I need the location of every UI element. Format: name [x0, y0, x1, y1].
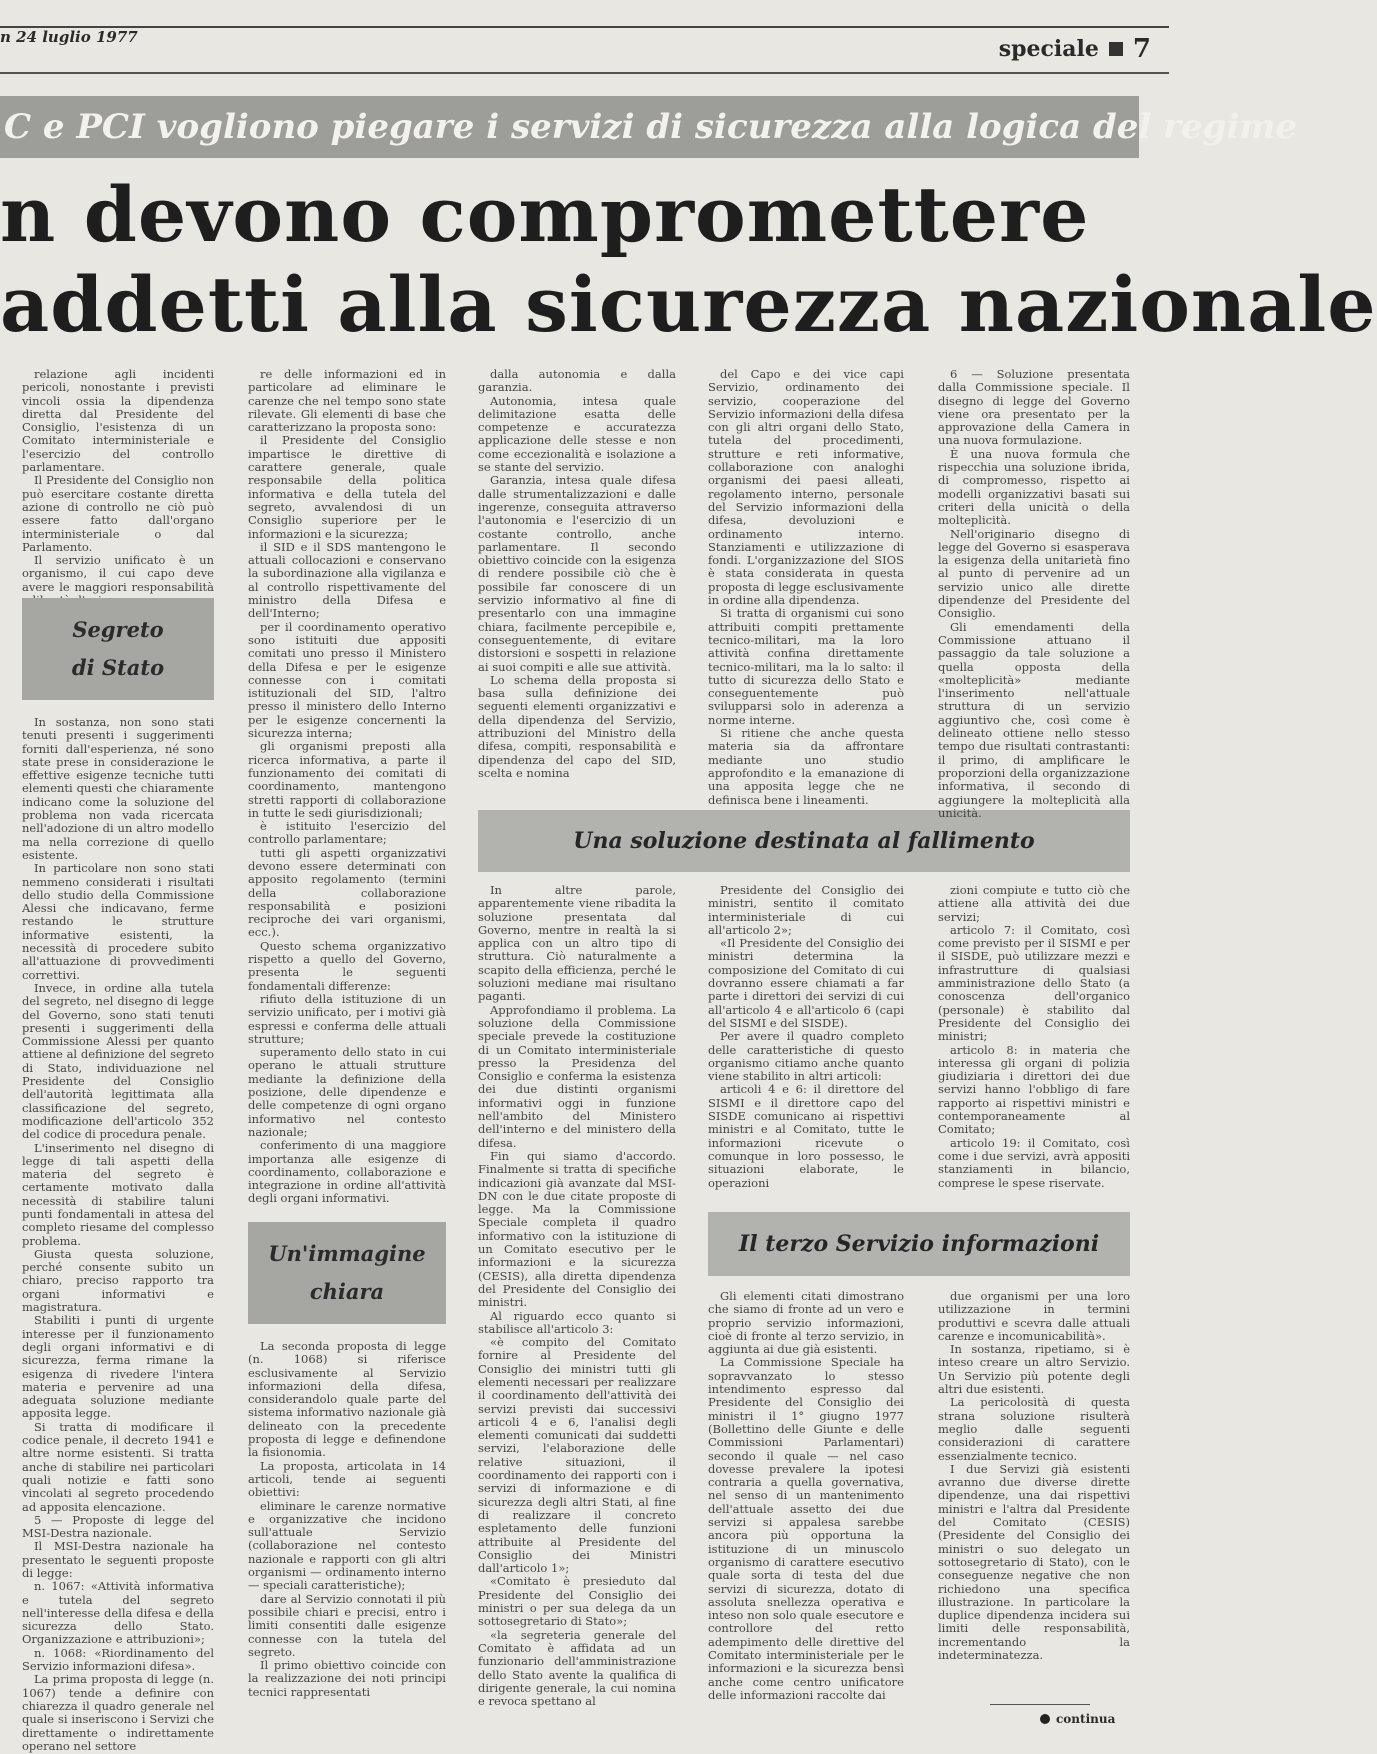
column-5-top: [938, 367, 1130, 820]
paragraph: Lo schema della proposta si basa sulla definizione dei seguenti elementi organizzativi e della dipendenza del Servizio, attribuzioni del Ministro della difesa, compiti, responsabilità e dipendenza del capo del SID, scelta e nomina: [478, 672, 676, 780]
paragraph: articolo 7: il Comitato, così come previsto per il SISMI e per il SISDE, può utilizzare mezzi e infrastrutture di qualsiasi amministrazione dello Stato (a conoscenza dell'organico (personale) è stabilito dal Presidente del Consiglio dei ministri;: [938, 922, 1130, 1044]
paragraph: per il coordinamento operativo sono istituiti due appositi comitati uno presso il Ministero della Difesa e per le esigenze connesse con i comitati istituzionali del SID, l'altro presso il ministero dello Interno per le esigenze concernenti la sicurezza interna;: [248, 619, 446, 741]
column-4-bottom: [708, 1290, 904, 1726]
paragraph: «la segreteria generale del Comitato è affidata ad un funzionario dell'amministrazione dello Stato avente la qualifica di dirigente generale, la cui nomina e revoca spettano al: [478, 1627, 676, 1709]
box-immagine-chiara: Un'immagine chiara: [248, 1222, 446, 1324]
paragraph: L'inserimento nel disegno di legge di tali aspetti della materia del segreto è certamente motivato dalla necessità di stabilire taluni punti fondamentali in attesa del completo riesame del complesso problema.: [22, 1140, 214, 1248]
paragraph: In sostanza, ripetiamo, si è inteso creare un altro Servizio. Un Servizio più potente degli altri due esistenti.: [938, 1342, 1130, 1397]
column-2-bottom: [248, 1340, 446, 1726]
column-1-top: [22, 367, 214, 594]
column-3-bottom: [478, 884, 676, 1726]
column-5-bottom: [938, 1290, 1130, 1686]
paragraph: dare al Servizio connotati il più possibile chiari e precisi, entro i limiti consentiti dalle esigenze connesse con la tutela del segreto.: [248, 1591, 446, 1659]
paragraph: La pericolosità di questa strana soluzione risulterà meglio dalle seguenti considerazioni di carattere essenzialmente tecnico.: [938, 1395, 1130, 1463]
column-1-bottom: [22, 715, 214, 1753]
paragraph: In sostanza, non sono stati tenuti presenti i suggerimenti forniti dall'esperienza, né sono state prese in considerazione le effettive esigenze tecniche tutti elementi questi che chiaramente indicano come la soluzione del problema non vada ricercata nell'adozione di un altro modello ma nella correzione di quello esistente.: [22, 715, 214, 862]
paragraph: superamento dello stato in cui operano le attuali strutture mediante la definizione della posizione, delle dipendenze e delle competenze di ogni organo informativo nel contesto nazionale;: [248, 1045, 446, 1139]
page-number: 7: [1132, 34, 1151, 64]
column-2-top: [248, 368, 446, 1206]
paragraph: In altre parole, apparentemente viene ribadita la soluzione presentata dal Governo, mentre in realtà la si applica con un altro tipo di struttura. Ciò naturalmente a scapito della efficienza, perché le soluzioni mediane mai risultano paganti.: [478, 883, 676, 1004]
paragraph: Gli emendamenti della Commissione attuano il passaggio da tale soluzione a quella opposta della «molteplicità» mediante l'inserimento nell'attuale struttura di un servizio aggiuntivo che, così come è delineato ottiene nello stesso tempo due risultati contrastanti: il primo, di amplificare le proporzioni della organizzazione informativa, il secondo di aggiungere la molteplicità alla unicità.: [938, 619, 1130, 820]
paragraph: Il servizio unificato è un organismo, il cui capo deve avere le maggiori responsabilità: [22, 553, 214, 594]
paragraph: Fin qui siamo d'accordo. Finalmente si tratta di specifiche indicazioni già avanzate dal MSI-DN con le due citate proposte di legge. Ma la Commissione Speciale completa il quadro informativo con la istituzione di un Comitato esecutivo per le informazioni e la sicurezza (CESIS), alla diretta dipendenza del Presidente del Consiglio dei ministri.: [478, 1148, 676, 1310]
paragraph: La proposta, articolata in 14 articoli, tende ai seguenti obiettivi:: [248, 1458, 446, 1500]
paragraph: Si ritiene che anche questa materia sia da affrontare mediante uno studio approfondito e la emanazione di una apposita legge che ne definisca bene i lineamenti.: [708, 726, 904, 807]
paragraph: relazione agli incidenti pericoli, nonostante i previsti vincoli ossia la dipendenza diretta dal Presidente del Consiglio, l'esistenza di un Comitato interministeriale e l'esercizio del controllo parlamentare.: [22, 367, 214, 475]
paragraph: eliminare le carenze normative e organizzative che incidono sull'attuale Servizio (collaborazione nel contesto nazionale e rapporti con gli altri organismi — ordinamento interno — speciali caratteristiche);: [248, 1498, 446, 1593]
paragraph: Si tratta di modificare il codice penale, il decreto 1941 e altre norme esistenti. Si tratta anche di stabilire nei particolari quali notizie e fatti sono vincolati al segreto procedendo ad apposita elencazione.: [22, 1419, 214, 1514]
paragraph: 6 — Soluzione presentata dalla Commissione speciale. Il disegno di legge del Governo viene ora presentato per la approvazione della Camera in una nuova formulazione.: [938, 367, 1130, 448]
paragraph: rifiuto della istituzione di un servizio unificato, per i motivi già espressi e conferma delle attuali strutture;: [248, 991, 446, 1046]
paragraph: zioni compiute e tutto ciò che attiene alla attività dei due servizi;: [938, 883, 1130, 924]
continua-marker: [1040, 1712, 1115, 1726]
top-rule: [0, 26, 1169, 28]
column-4-top: [708, 367, 904, 807]
paragraph: La prima proposta di legge (n. 1067) tende a definire con chiarezza il quadro generale nel quale si inseriscono i Servizi che direttamente o indirettamente operano nel settore: [22, 1672, 214, 1753]
paragraph: gli organismi preposti alla ricerca informativa, a parte il funzionamento dei comitati di coordinamento, mantengono stretti rapporti di collaborazione in tutte le sedi giurisdizionali;: [248, 739, 446, 820]
end-rule: [990, 1704, 1090, 1705]
paragraph: Invece, in ordine alla tutela del segreto, nel disegno di legge del Governo, sono stati tenuti presenti i suggerimenti della Commissione Alessi per quanto attiene al definizione del segreto di Stato, individuazione nel Presidente del Consiglio dell'autorità legittimata alla classificazione del segreto, modificazione dell'articolo 352 del codice di procedura penale.: [22, 980, 214, 1142]
box-segreto-di-stato: Segreto di Stato: [22, 598, 214, 700]
paragraph: Questo schema organizzativo rispetto a quello del Governo, presenta le seguenti fondamentali differenze:: [248, 938, 446, 993]
paragraph: Presidente del Consiglio dei ministri, sentito il comitato interministeriale di cui all'articolo 2»;: [708, 883, 904, 937]
paragraph: Il MSI-Destra nazionale ha presentato le seguenti proposte di legge:: [22, 1539, 214, 1580]
paragraph: Nell'originario disegno di legge del Governo si esasperava la esigenza della unitarietà fino al punto di pervenire ad un servizio unico alle dirette dipendenze del Presidente del Consiglio.: [938, 526, 1130, 621]
section-rule: [0, 72, 1169, 74]
paragraph: Si tratta di organismi cui sono attribuiti compiti prettamente tecnico-militari, ma la loro attività confina direttamente tecnico-militari, ma la lo salto: il tutto di sicurezza dello Stato e conseguentemente può svilupparsi solo in aderenza a norme interne.: [708, 606, 904, 727]
dateline: n 24 luglio 1977: [0, 28, 138, 46]
paragraph: conferimento di una maggiore importanza alle esigenze di coordinamento, collaborazione e integrazione in ordine all'attività degli organi informativi.: [248, 1138, 446, 1206]
paragraph: articolo 8: in materia che interessa gli organi di polizia giudiziaria i direttori dei due servizi hanno l'obbligo di fare rapporto ai rispettivi ministri e contemporaneamente al Comitato;: [938, 1042, 1130, 1137]
headline: [0, 170, 1377, 350]
paragraph: n. 1068: «Riordinamento del Servizio informazioni difesa».: [22, 1645, 214, 1674]
paragraph: è istituito l'esercizio del controllo parlamentare;: [248, 819, 446, 847]
paragraph: articoli 4 e 6: il direttore del SISMI e il direttore capo del SISDE comunicano ai rispettivi ministri e al Comitato, tutte le informazioni ricevute o comunque in loro possesso, le situazioni elaborate, le operazioni: [708, 1082, 904, 1190]
paragraph: re delle informazioni ed in particolare ad eliminare le carenze che nel tempo sono state rilevate. Gli elementi di base che caratterizzano la proposta sono:: [248, 367, 446, 435]
paragraph: 5 — Proposte di legge del MSI-Destra nazionale.: [22, 1512, 214, 1541]
paragraph: Stabiliti i punti di urgente interesse per il funzionamento degli organi informativi e di sicurezza, ferma rimane la esigenza di rivedere l'intera materia e pervenire ad una adeguata soluzione mediante apposita legge.: [22, 1313, 214, 1421]
paragraph: Giusta questa soluzione, perché consente subito un chiaro, preciso rapporto tra organi informativi e magistratura.: [22, 1246, 214, 1315]
paragraph: La seconda proposta di legge (n. 1068) si riferisce esclusivamente al Servizio informazioni della difesa, considerandolo quale parte del sistema informativo nazionale già delineato con la precedente proposta di legge e definendone la fisionomia.: [248, 1339, 446, 1460]
paragraph: «è compito del Comitato fornire al Presidente del Consiglio dei ministri tutti gli elementi necessari per realizzare il coordinamento dell'attività dei servizi previsti dai successivi articoli 4 e 6, l'analisi degli elementi comunicati dai suddetti servizi, l'elaborazione delle relative situazioni, il coordinamento dei rapporti con i servizi di informazione e di sicurezza degli altri Stati, al fine di realizzare il concreto espletamento delle funzioni attribuite al Presidente del Consiglio dei Ministri dall'articolo 1»;: [478, 1335, 676, 1576]
square-bullet-icon: [1109, 42, 1123, 56]
paragraph: «Il Presidente del Consiglio dei ministri determina la composizione del Comitato di cui dovranno essere chiamati a far parte i direttori dei servizi di cui all'articolo 4 e all'articolo 6 (capi del SISMI e del SISDE).: [708, 936, 904, 1030]
section-header: [999, 34, 1151, 64]
paragraph: «Comitato è presieduto dal Presidente del Consiglio dei ministri o per sua delega da un sottosegretario di Stato»;: [478, 1574, 676, 1629]
paragraph: Il primo obiettivo coincide con la realizzazione dei noti principi tecnici rappresentati: [248, 1658, 446, 1699]
paragraph: La Commissione Speciale ha sopravvanzato lo stesso intendimento espresso dal Presidente del Consiglio dei ministri il 1° giugno 1977 (Bollettino delle Giunte e delle Commissioni Parlamentari) secondo il quale — nel caso dovesse prevalere la ipotesi contraria a quella governativa, nel senso di un mantenimento dell'attuale assetto dei due servizi si appalesa sarebbe ancora più opportuna la istituzione di un minuscolo organismo di carattere esecutivo quale sorta di testa del due servizi di sicurezza, dotato di assoluta snellezza operativa e inteso non solo quale esecutore e controllore del retto adempimento delle direttive del Comitato interministeriale per le informazioni e la sicurezza bensì anche come centro unificatore delle informazioni raccolte dai: [708, 1355, 904, 1702]
banner-terzo-servizio: Il terzo Servizio informazioni: [708, 1212, 1130, 1276]
column-3-top: [478, 368, 676, 792]
paragraph: dalla autonomia e dalla garanzia.: [478, 367, 676, 395]
column-4-middle: [708, 884, 904, 1204]
headline-line-1: n devono compromettere: [0, 170, 1090, 259]
paragraph: Per avere il quadro completo delle caratteristiche di questo organismo citiamo anche quanto viene stabilito in altri articoli:: [708, 1029, 904, 1084]
paragraph: il Presidente del Consiglio impartisce le direttive di carattere generale, quale responsabile della politica informativa e della tutela del segreto, avvalendosi di un Consiglio superiore per le informazioni e la sicurezza;: [248, 433, 446, 541]
paragraph: del Capo e dei vice capi Servizio, ordinamento dei servizio, cooperazione del Servizio informazioni della difesa con gli altri organi dello Stato, tutela del procedimenti, strutture e reti informative, collaborazione con analoghi organismi dei paesi alleati, regolamento interno, personale del Servizio informazioni della difesa, devoluzioni e ordinamento interno. Stanziamenti e utilizzazione di fondi. L'organizzazione del SIOS è stata considerata in questa proposta di legge esclusivamente in ordine alla dipendenza.: [708, 367, 904, 608]
paragraph: Gli elementi citati dimostrano che siamo di fronte ad un vero e proprio servizio informazioni, cioè di fronte al terzo servizio, in aggiunta ai due già esistenti.: [708, 1289, 904, 1357]
kicker-bar: C e PCI vogliono piegare i servizi di sicurezza alla logica del regime: [0, 96, 1139, 158]
paragraph: Autonomia, intesa quale delimitazione esatta delle competenze e accuratezza applicazione delle stesse e non come eccezionalità e isolazione a se stante del servizio.: [478, 393, 676, 475]
paragraph: È una nuova formula che rispecchia una soluzione ibrida, di compromesso, rispetto ai modelli organizzativi basati sui criteri della unicità o della molteplicità.: [938, 446, 1130, 528]
paragraph: I due Servizi già esistenti avranno due diverse dirette dipendenze, una dai rispettivi ministri e l'altra dal Presidente del Comitato (CESIS) (Presidente del Consiglio dei ministri o suo delegato un sottosegretario di Stato), con le conseguenze negative che non richiedono una specifica illustrazione. In particolare la duplice dipendenza incidera sui limiti delle responsabilità, incrementando la indeterminatezza.: [938, 1461, 1130, 1663]
column-5-middle: [938, 884, 1130, 1204]
paragraph: Garanzia, intesa quale difesa dalle strumentalizzazioni e dalle ingerenze, conseguita attraverso l'autonomia e l'esercizio di un costante controllo, anche parlamentare. Il secondo obiettivo coincide con la esigenza di rendere possibile ciò che è possibile far conoscere di un servizio informativo al fine di presentarlo con una immagine chiara, facilmente percepibile e, conseguentemente, di evitare distorsioni e sospetti in relazione ai suoi compiti e alle sue attività.: [478, 473, 676, 674]
section-label: speciale: [998, 36, 1099, 62]
banner-soluzione-fallimento: Una soluzione destinata al fallimento: [478, 810, 1130, 872]
paragraph: In particolare non sono stati nemmeno considerati i risultati dello studio della Commissione Alessi che indicavano, ferme restando le strutture informative esistenti, la necessità di procedere subito all'attuazione di provvedimenti correttivi.: [22, 861, 214, 982]
continua-label: continua: [1056, 1712, 1116, 1726]
paragraph: Al riguardo ecco quanto si stabilisce all'articolo 3:: [478, 1308, 676, 1336]
paragraph: tutti gli aspetti organizzativi devono essere determinati con apposito regolamento (termini della collaborazione responsabilità e posizioni reciproche dei vari organismi, ecc.).: [248, 845, 446, 940]
paragraph: articolo 19: il Comitato, così come i due servizi, avrà appositi stanziamenti in bilancio, comprese le spese riservate.: [938, 1135, 1130, 1190]
paragraph: n. 1067: «Attività informativa e tutela del segreto nell'interesse della difesa e della sicurezza dello Stato. Organizzazione e attribuzioni»;: [22, 1579, 214, 1647]
paragraph: Approfondiamo il problema. La soluzione della Commissione speciale prevede la costituzione di un Comitato interministeriale presso la Presidenza del Consiglio e conferma la esistenza dei due distinti organismi informativi oggi in funzione nell'ambito del Ministero dell'interno e del ministero della difesa.: [478, 1002, 676, 1150]
paragraph: Il Presidente del Consiglio non può esercitare costante diretta azione di controllo ne ciò può essere fatto dall'organo interministeriale o dal Parlamento.: [22, 473, 214, 554]
paragraph: due organismi per una loro utilizzazione in termini produttivi e scevra dalle attuali carenze e incomunicabilità».: [938, 1289, 1130, 1343]
paragraph: il SID e il SDS mantengono le attuali collocazioni e conservano la subordinazione alla vigilanza e al controllo rispettivamente del ministro della Difesa e dell'Interno;: [248, 539, 446, 621]
bullet-dot-icon: [1040, 1714, 1050, 1724]
headline-line-2: addetti alla sicurezza nazionale: [0, 260, 1377, 349]
